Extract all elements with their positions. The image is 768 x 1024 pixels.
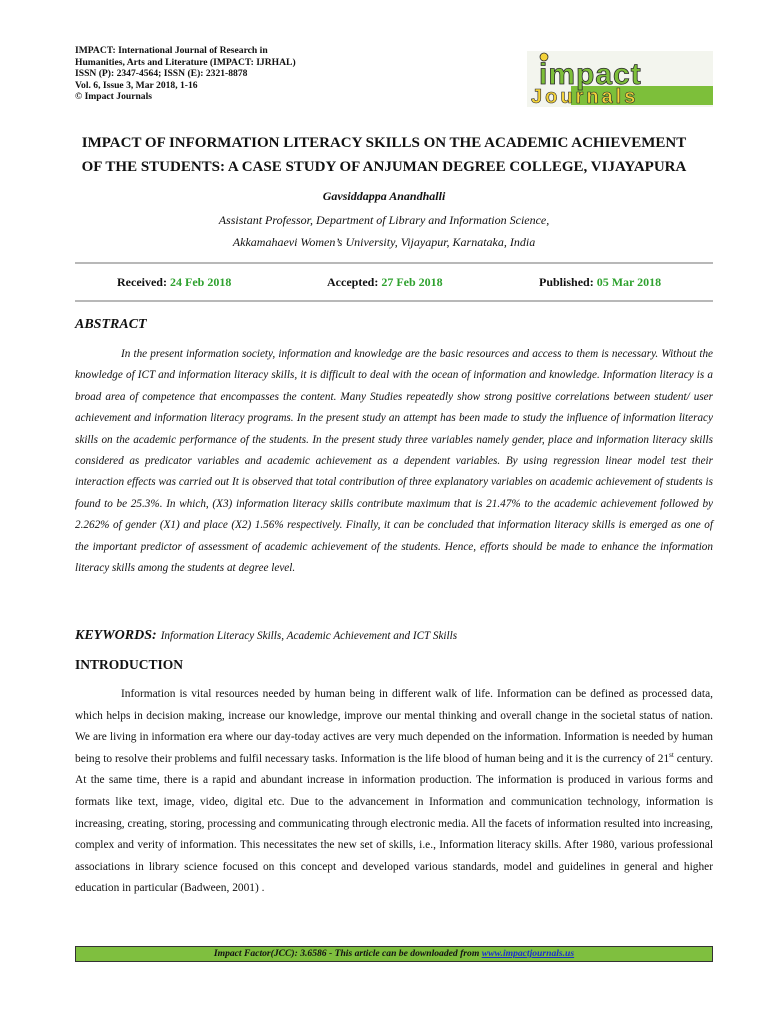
introduction-heading: INTRODUCTION xyxy=(75,657,184,672)
journal-issn: ISSN (P): 2347-4564; ISSN (E): 2321-8878 xyxy=(75,68,248,79)
journal-volume: Vol. 6, Issue 3, Mar 2018, 1-16 xyxy=(75,79,198,91)
impact-journals-logo xyxy=(527,51,713,107)
received-label: Received: xyxy=(117,275,167,289)
author-name: Gavsiddappa Anandhalli xyxy=(322,189,446,203)
abstract-text: In the present information society, information and knowledge are the basic resources and access to them is necessary. Without the knowledge of ICT and information literacy skills, it is difficult to deal with the ocean of information and knowledge. Information literacy is a broad area of competence that encompasses the content. Many Studies repeatedly show strong positive correlations between student/ user achievement and information literacy programs. In the present study an attempt has been made to study the influence of information literacy skills on the academic performance of the students. In the present study three variables namely gender, place and information literacy skills considered as predicator variables and academic achievement as a dependent variables. By using regression linear model test their interaction effects was carried out It is observed that total contribution of three explanatory variables on academic achievement of students is found to be 25.3%. In which, (X3) information literacy skills contribute maximum that is 21.47% to the academic achievement followed by 2.262% of gender (X1) and place (X2) 1.56% respectively. Finally, it can be concluded that information literacy skills is emerged as one of the important predictor of assessment of academic achievement of the students. Hence, efforts should be made to enhance the information literacy skills among the students at degree level. xyxy=(75,348,713,575)
footer-bar xyxy=(75,946,713,962)
footer-text: Impact Factor(JCC): 3.6586 - This article can be downloaded from xyxy=(213,948,482,959)
affiliation-line-1: Assistant Professor, Department of Library and Information Science, xyxy=(218,213,550,227)
logo-word-impact: impact xyxy=(539,58,642,91)
keywords-label: KEYWORDS: xyxy=(75,628,157,643)
received-date xyxy=(117,275,231,290)
title-line-2: OF THE STUDENTS: A CASE STUDY OF ANJUMAN DEGREE COLLEGE, VIJAYAPURA xyxy=(81,159,687,175)
footer-journal-link[interactable]: www.impactjournals.us xyxy=(481,948,575,959)
introduction-text-part2: century. At the same time, there is a rapid and abundant increase in information production. The information is produced in various forms and formats like text, image, video, digital etc. Due to the advancement in Information and communication technology, information is increasing, creating, storing, processing and communicating through electronic media. All the facets of information resulted into increasing, complex and verity of information. This necessitates the new set of skills, i.e., Information literacy skills. After 1980, various professional associations in library science focused on this concept and developed various standards, model and guidelines in general and higher education in particular (Badween, 2001) . xyxy=(75,752,713,895)
keywords xyxy=(75,626,713,644)
published-value: 05 Mar 2018 xyxy=(596,275,662,289)
divider-top xyxy=(75,262,713,264)
accepted-date xyxy=(327,275,443,290)
journal-name-line1: IMPACT: International Journal of Research in xyxy=(75,45,268,56)
abstract-heading: ABSTRACT xyxy=(75,317,147,332)
accepted-label: Accepted: xyxy=(327,275,379,289)
introduction-text-part1: Information is vital resources needed by human being in different walk of life. Information can be defined as processed data, which helps in decision making, increase our knowledge, improve our mental thinking and overall change in the societal status of nation. We are living in information era where our day-today actives are very much depended on the information. Information is needed by human being to resolve their problems and fulfil necessary tasks. Information is the life blood of human being and it is the currency of 21 xyxy=(75,688,713,765)
keywords-text: Information Literacy Skills, Academic Achievement and ICT Skills xyxy=(160,630,458,642)
divider-bottom xyxy=(75,300,713,302)
logo-word-journals: Journals xyxy=(531,86,639,107)
century-superscript: st xyxy=(669,750,674,759)
published-label: Published: xyxy=(539,275,594,289)
author-affiliation xyxy=(60,209,708,253)
title-line-1: IMPACT OF INFORMATION LITERACY SKILLS ON THE ACADEMIC ACHIEVEMENT xyxy=(81,135,687,151)
affiliation-line-2: Akkamahaevi Women’s University, Vijayapur, Karnataka, India xyxy=(232,235,536,249)
accepted-value: 27 Feb 2018 xyxy=(381,275,443,289)
introduction-text xyxy=(75,684,713,900)
received-value: 24 Feb 2018 xyxy=(169,275,232,289)
journal-name-line2: Humanities, Arts and Literature (IMPACT: IJRHAL) xyxy=(75,56,296,68)
article-title xyxy=(60,131,708,179)
journal-copyright: © Impact Journals xyxy=(75,91,152,102)
published-date xyxy=(539,275,661,290)
journal-info xyxy=(75,45,296,103)
